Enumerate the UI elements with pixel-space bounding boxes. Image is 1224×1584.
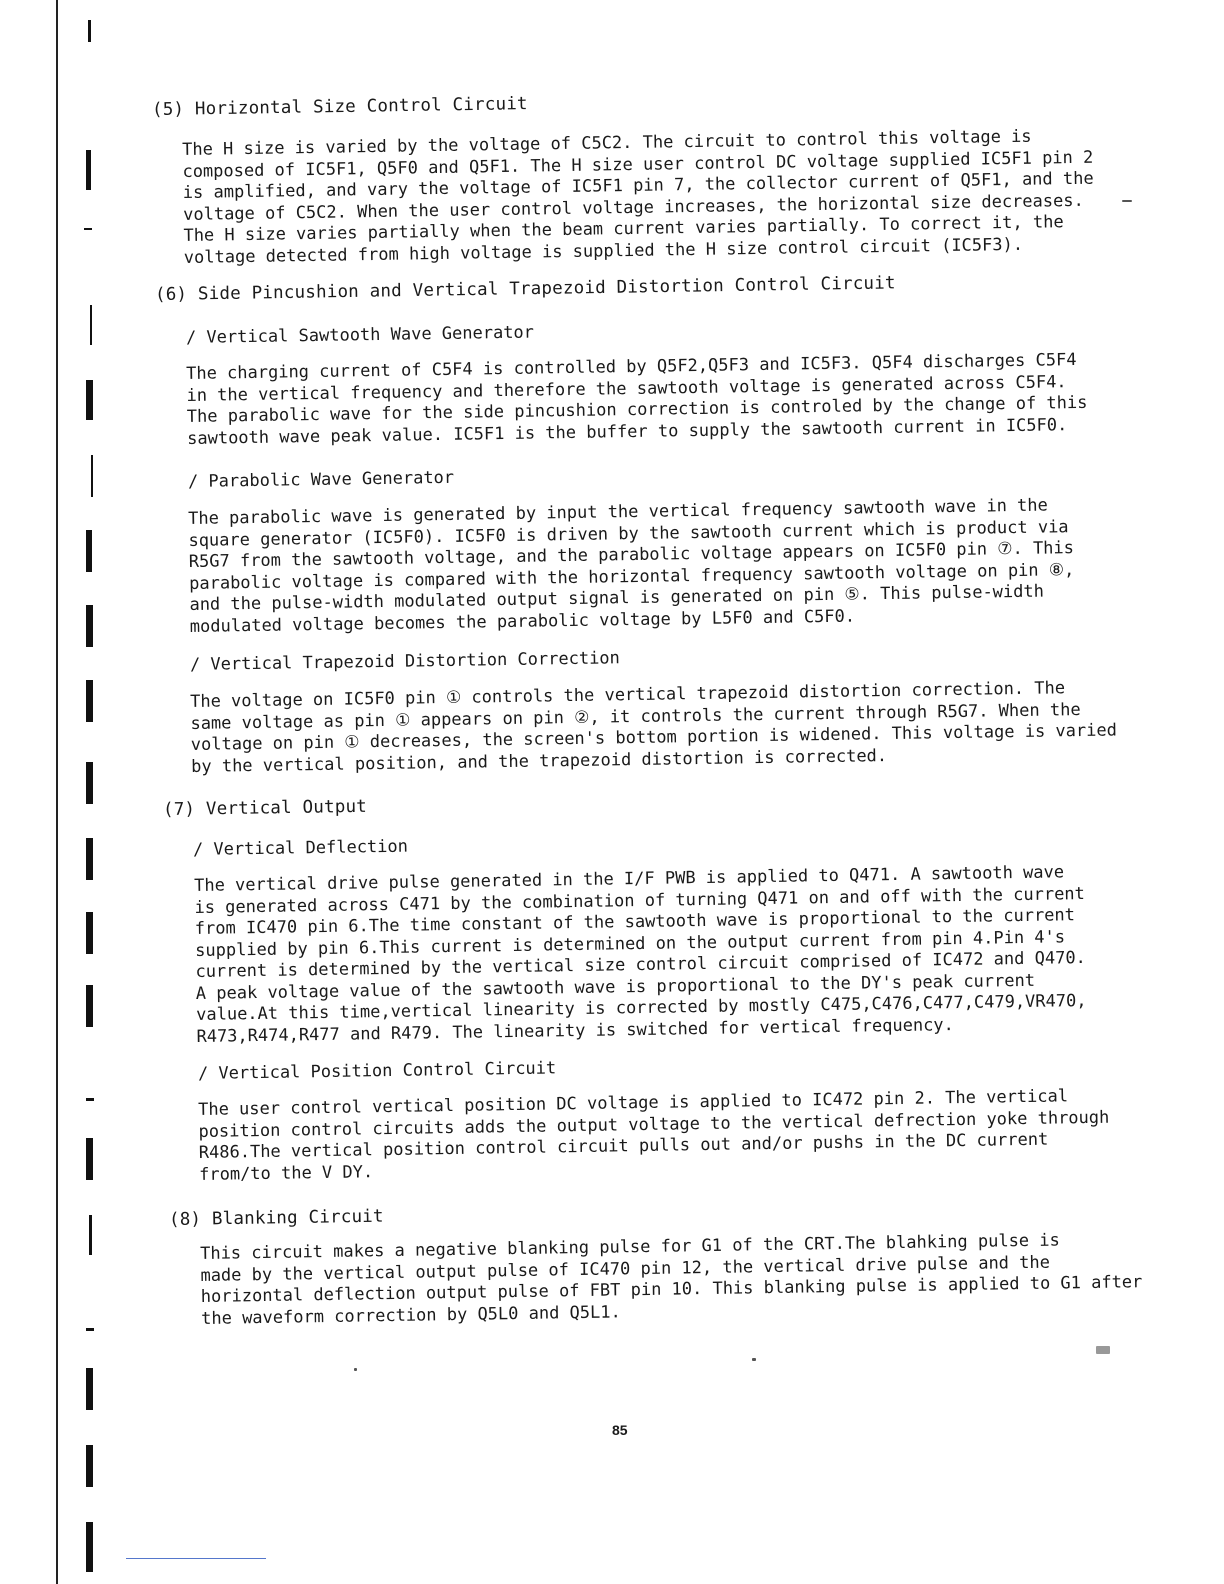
binding-mark (86, 762, 93, 804)
section-6-title: (6) Side Pincushion and Vertical Trapezoid Distortion Control Circuit (154, 273, 896, 305)
section-7-sub2-title: / Vertical Position Control Circuit (197, 1058, 557, 1084)
binding-mark (86, 1522, 93, 1572)
section-5-body: The H size is varied by the voltage of C5C2. The circuit to control this voltage is composed of IC5F1, Q5F0 and Q5F1. The H size user control DC voltage supplied IC5F1 pin 2 is amplified, and vary the voltage of IC5F1 pin 7, the collector current of Q5F1, and the voltage of C5C2. When the user control voltage increases, the horizontal size decreases. The H size varies partially when the beam current varies partially. To correct it, the voltage detected from high voltage is supplied the H size control circuit (IC5F3). (182, 126, 1094, 268)
section-7-sub1-title: / Vertical Deflection (192, 836, 409, 860)
section-8-body: This circuit makes a negative blanking pulse for G1 of the CRT.The blahking pulse is made by the vertical output pulse of IC470 pin 12, the vertical drive pulse and the horizontal deflection output pulse of FBT pin 10. This blanking pulse is applied to G1 after the waveform correction by Q5L0 and Q5L1. (200, 1230, 1143, 1329)
section-5-title: (5) Horizontal Size Control Circuit (151, 94, 528, 120)
section-6-sub3-title: / Vertical Trapezoid Distortion Correction (189, 648, 620, 675)
binding-mark (86, 530, 92, 572)
section-7-sub1-body: The vertical drive pulse generated in the I/F PWB is applied to Q471. A sawtooth wave is generated across C471 by the combination of turning Q471 on and off with the current from IC470 pin 6.The time constant of the sawtooth wave is proportional to the current supplied by pin 6.This current is determined on the output current from pin 4.Pin 4's current is determined by the vertical size control circuit comprised of IC472 and Q470. A peak voltage value of the sawtooth wave is proportional to the DY's peak current value.At this time,vertical linearity is corrected by mostly C475,C476,C477,C479,VR470, R473,R474,R477 and R479. The linearity is switched for vertical frequency. (194, 862, 1087, 1047)
binding-mark (86, 985, 93, 1027)
binding-mark (84, 228, 92, 230)
section-8-title: (8) Blanking Circuit (168, 1206, 384, 1230)
section-6-sub2-title: / Parabolic Wave Generator (187, 467, 455, 492)
section-7-title: (7) Vertical Output (162, 796, 368, 820)
binding-mark (86, 380, 93, 420)
scan-speck (1096, 1346, 1110, 1354)
section-6-sub1-body: The charging current of C5F4 is controlled by Q5F2,Q5F3 and IC5F3. Q5F4 discharges C5F4 in the vertical frequency and therefore the sawtooth voltage is generated across C5F4. The parabolic wave for the side pincushion correction is controled by the change of this sawtooth wave peak value. IC5F1 is the buffer to supply the sawtooth current in IC5F0. (186, 350, 1088, 449)
binding-mark (86, 680, 93, 722)
scan-speck (354, 1368, 357, 1371)
section-6-sub2-body: The parabolic wave is generated by input the vertical frequency sawtooth wave in the square generator (IC5F0). IC5F0 is driven by the sawtooth current which is product via R5G7 from the sawtooth voltage, and the parabolic voltage appears on IC5F0 pin ⑦. This parabolic voltage is compared with the horizontal frequency sawtooth voltage on pin ⑧, and the pulse-width modulated output signal is generated on pin ⑤. This pulse-width modulated voltage becomes the parabolic voltage by L5F0 and C5F0. (188, 495, 1075, 637)
binding-mark (86, 605, 93, 647)
scan-speck (1122, 200, 1132, 202)
scan-speck (752, 1358, 756, 1361)
binding-mark (86, 1328, 94, 1331)
binding-mark (86, 1098, 94, 1101)
bottom-rule (126, 1558, 266, 1559)
binding-mark (91, 455, 93, 497)
binding-mark (88, 20, 91, 42)
page-number: 85 (612, 1422, 628, 1438)
section-6-sub1-title: / Vertical Sawtooth Wave Generator (185, 322, 535, 348)
binding-mark (89, 1215, 92, 1255)
binding-mark (90, 305, 92, 345)
binding-mark (86, 1445, 93, 1487)
binding-mark (86, 150, 91, 190)
binding-mark (86, 1138, 93, 1180)
binding-mark (86, 1368, 93, 1410)
binding-mark (86, 838, 93, 880)
binding-mark (86, 912, 93, 954)
section-6-sub3-body: The voltage on IC5F0 pin ① controls the vertical trapezoid distortion correction. The same voltage as pin ① appears on pin ②, it controls the current through R5G7. When the voltage on pin ① decreases, the screen's bottom portion is widened. This voltage is varied by the vertical position, and the trapezoid distortion is corrected. (190, 678, 1118, 777)
binding-edge-line (56, 0, 58, 1584)
section-7-sub2-body: The user control vertical position DC voltage is applied to IC472 pin 2. The vertical position control circuits adds the output voltage to the vertical defrection yoke through R486.The vertical position control circuit pulls out and/or pushs in the DC current from/to the V DY. (198, 1086, 1110, 1185)
